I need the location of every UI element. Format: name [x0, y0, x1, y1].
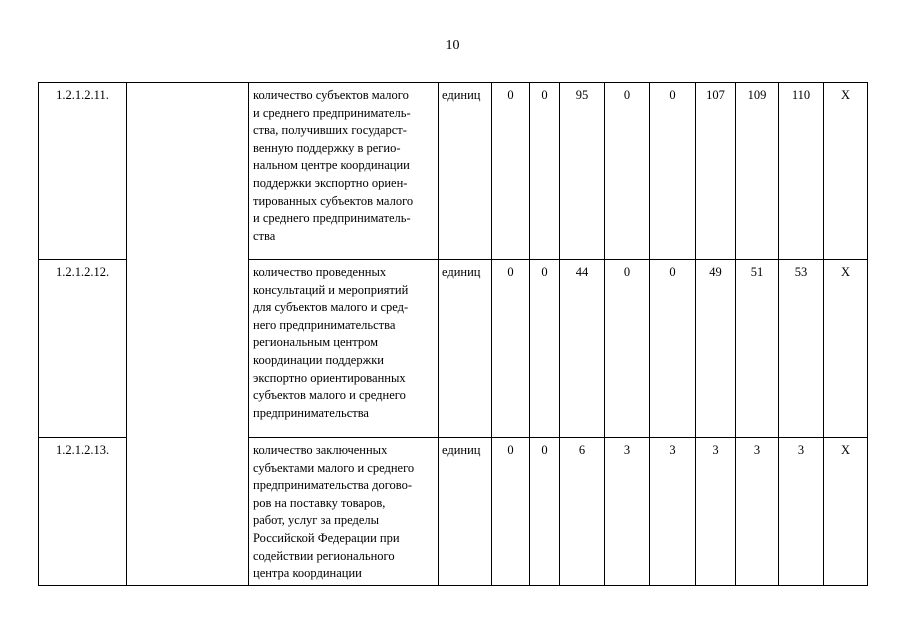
value-cell: 3: [779, 438, 824, 586]
description-line: нальном центре координации: [253, 158, 410, 173]
value-cell: 53: [779, 260, 824, 438]
row-code: 1.2.1.2.13.: [39, 438, 127, 586]
value-cell: 3: [696, 438, 736, 586]
description-line: и среднего предприниматель-: [253, 105, 411, 120]
description-line: работ, услуг за пределы: [253, 513, 380, 528]
description-line: субъектами малого и среднего: [253, 460, 415, 475]
page-number: 10: [445, 38, 460, 53]
description-line: ров на поставку товаров,: [253, 495, 386, 510]
value-cell: 0: [492, 83, 530, 260]
value-cell: 0: [530, 260, 560, 438]
description-line: количество проведенных: [253, 265, 387, 279]
value-cell: 3: [650, 438, 696, 586]
value-cell: 0: [530, 438, 560, 586]
description-line: ства, получивших государст-: [253, 123, 407, 138]
value-cell: 49: [696, 260, 736, 438]
row-code: 1.2.1.2.11.: [39, 83, 127, 260]
row-code: 1.2.1.2.12.: [39, 260, 127, 438]
description-line: Российской Федерации при: [253, 530, 400, 545]
description-line: консультаций и мероприятий: [253, 282, 409, 297]
row-unit: единиц: [439, 260, 492, 438]
description-line: региональным центром: [253, 335, 378, 350]
row-unit: единиц: [439, 438, 492, 586]
value-cell: 3: [736, 438, 779, 586]
description-line: поддержки экспортно ориен-: [253, 175, 408, 190]
value-cell: 0: [650, 83, 696, 260]
description-line: тированных субъектов малого: [253, 193, 414, 208]
value-cell: 44: [560, 260, 605, 438]
description-line: ства: [253, 228, 276, 243]
description-line: экспортно ориентированных: [253, 370, 406, 385]
description-line: содействии регионального: [253, 548, 395, 563]
description-line: предпринимательства: [253, 405, 369, 420]
value-cell: 0: [605, 260, 650, 438]
value-cell: 3: [605, 438, 650, 586]
description-line: субъектов малого и среднего: [253, 388, 406, 403]
description-line: предпринимательства догово-: [253, 478, 413, 493]
value-cell: 51: [736, 260, 779, 438]
row-description: [249, 438, 439, 586]
value-cell: 0: [530, 83, 560, 260]
description-line: координации поддержки: [253, 352, 384, 367]
description-line: венную поддержку в регио-: [253, 140, 401, 155]
table-row: [39, 83, 868, 260]
description-line: него предпринимательства: [253, 317, 396, 332]
merged-empty-cell: [127, 83, 249, 586]
value-cell: 0: [650, 260, 696, 438]
row-description: [249, 260, 439, 438]
row-description: [249, 83, 439, 260]
value-cell: 6: [560, 438, 605, 586]
description-line: центра координации: [253, 566, 362, 581]
row-unit: единиц: [439, 83, 492, 260]
value-cell: X: [824, 83, 868, 260]
value-cell: 95: [560, 83, 605, 260]
value-cell: X: [824, 438, 868, 586]
table-body: [39, 83, 868, 586]
value-cell: 107: [696, 83, 736, 260]
description-line: и среднего предприниматель-: [253, 211, 411, 226]
description-line: для субъектов малого и сред-: [253, 300, 409, 315]
value-cell: 0: [492, 260, 530, 438]
value-cell: 0: [492, 438, 530, 586]
value-cell: X: [824, 260, 868, 438]
description-line: количество заключенных: [253, 443, 388, 457]
value-cell: 0: [605, 83, 650, 260]
description-line: количество субъектов малого: [253, 88, 409, 102]
value-cell: 109: [736, 83, 779, 260]
indicators-table: [38, 82, 868, 586]
value-cell: 110: [779, 83, 824, 260]
